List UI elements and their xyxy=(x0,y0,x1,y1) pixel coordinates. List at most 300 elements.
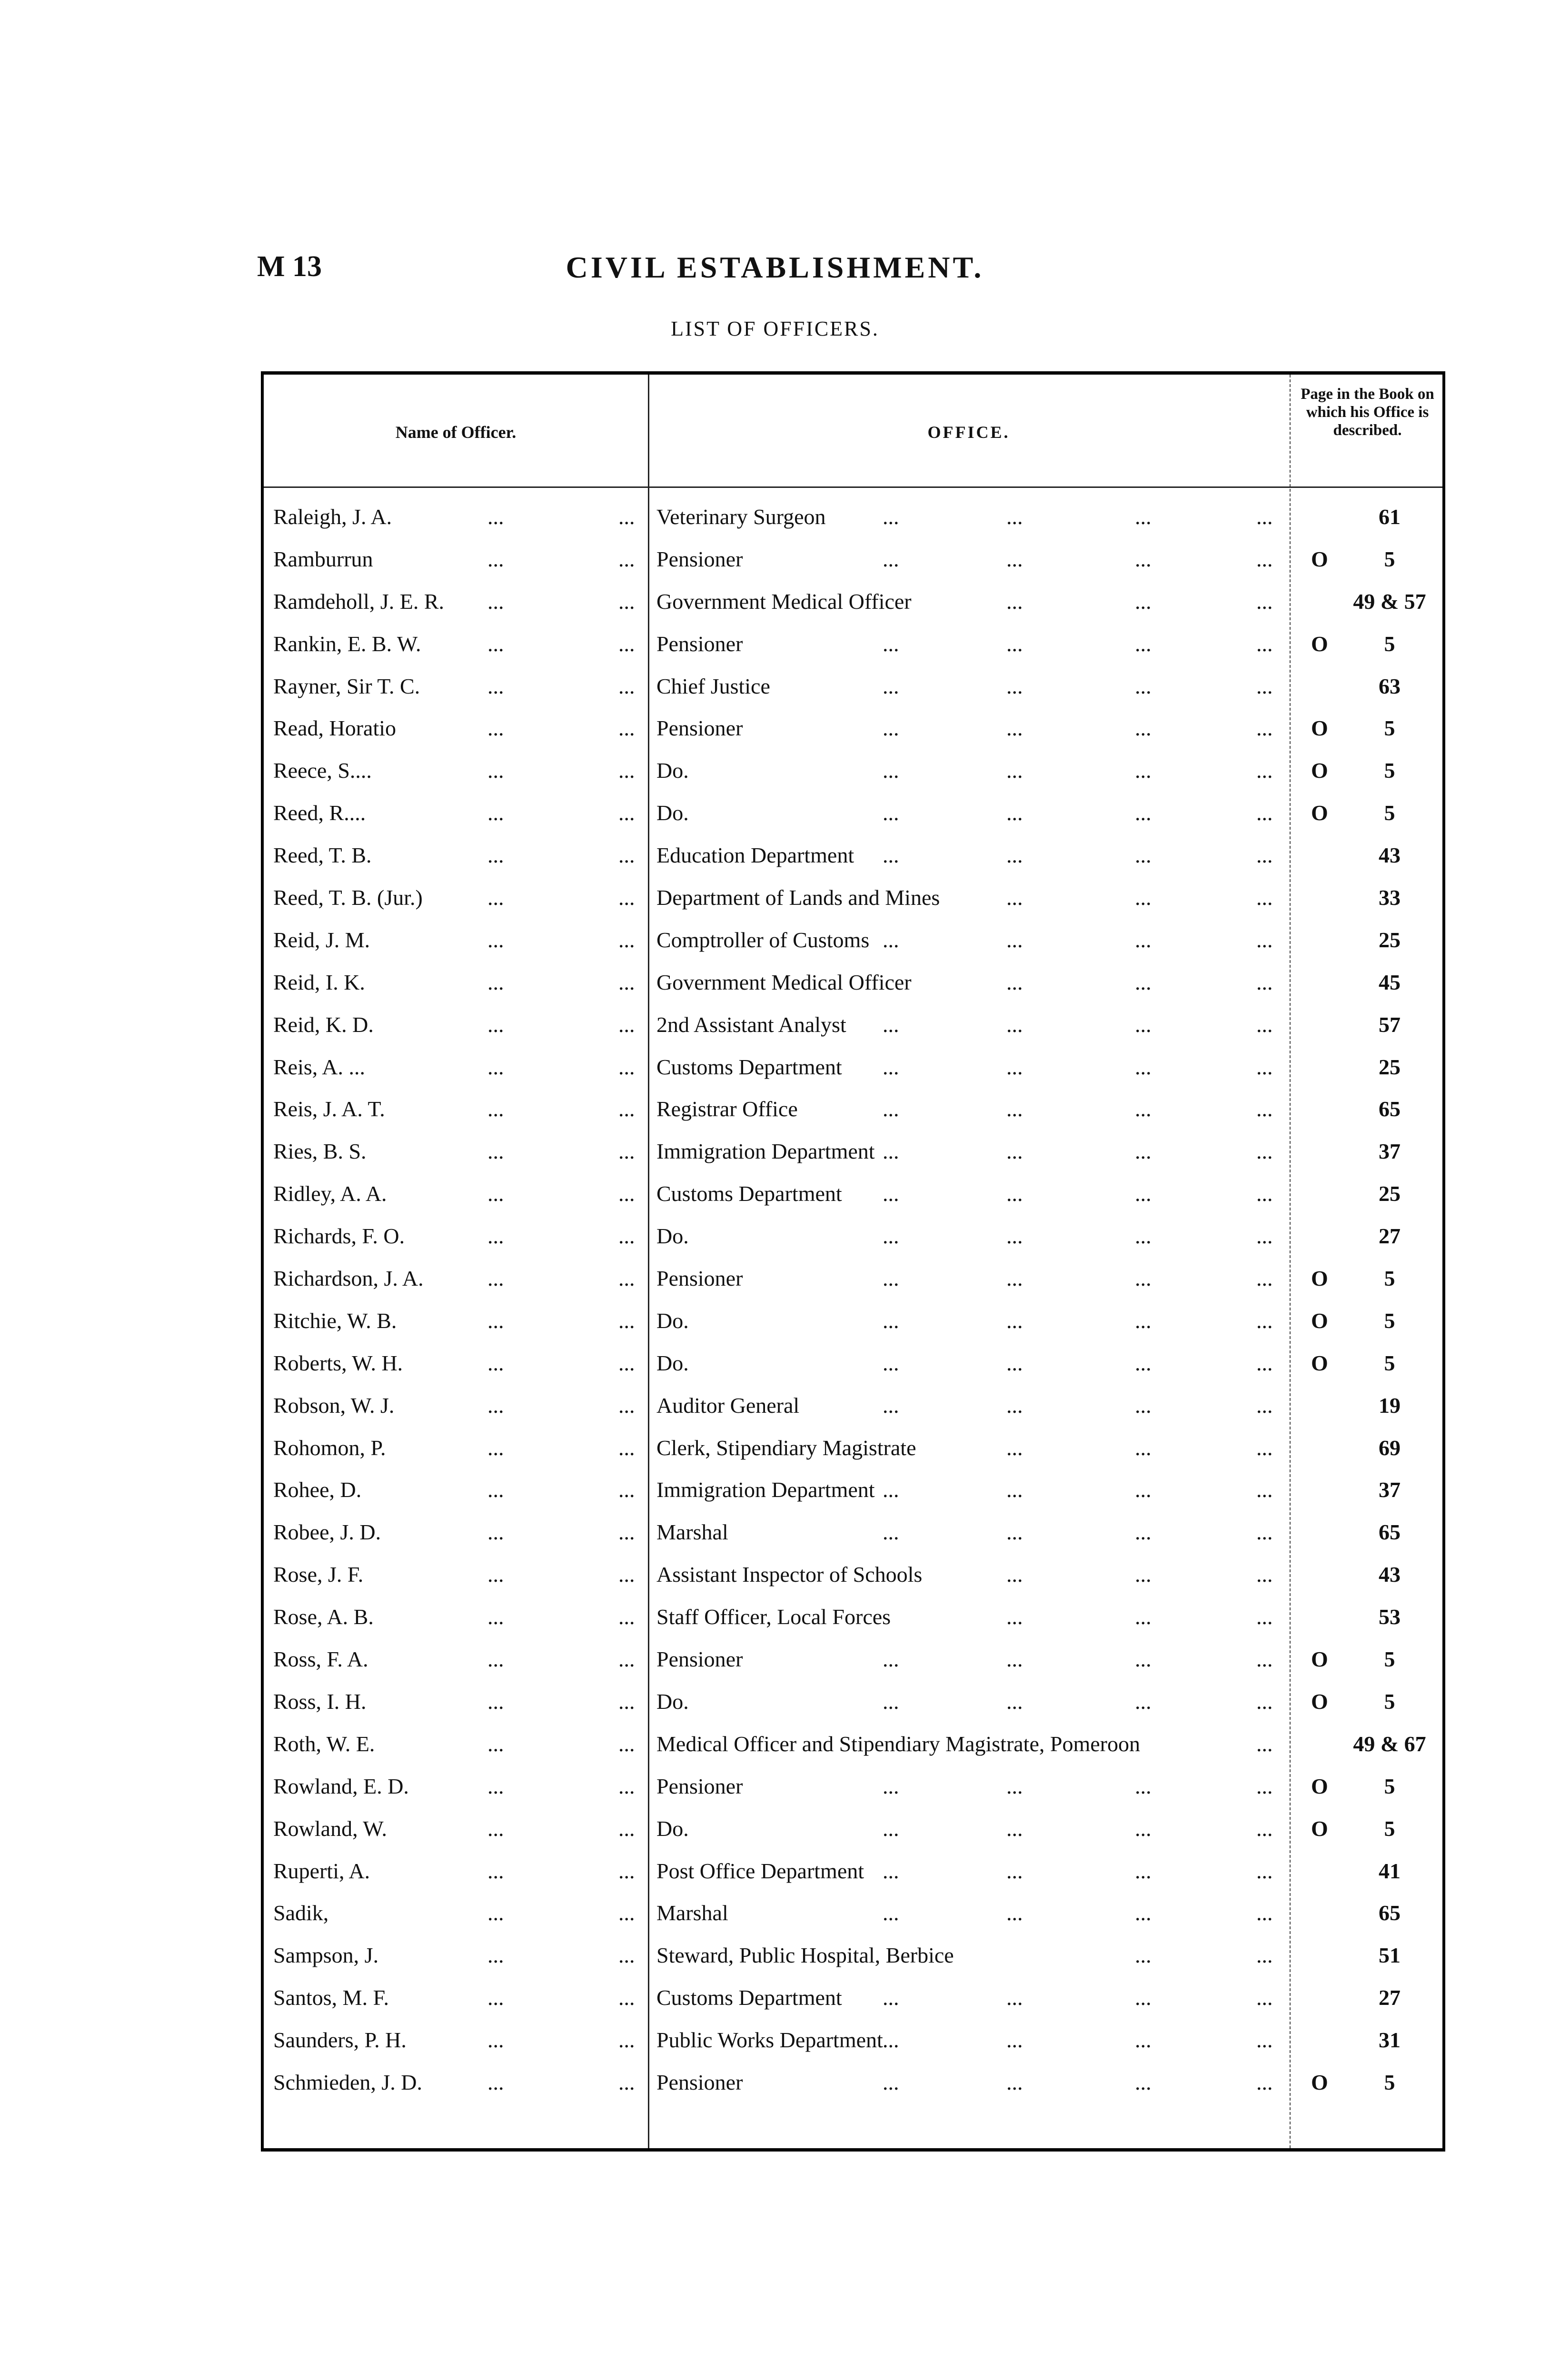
leader-dots: ... xyxy=(1006,1139,1023,1164)
leader-dots: ... xyxy=(1006,1393,1023,1418)
leader-dots: ... xyxy=(618,1478,635,1502)
table-row xyxy=(264,1303,1442,1346)
leader-dots: ... xyxy=(1256,1308,1273,1333)
leader-dots: ... xyxy=(883,1689,899,1714)
office-name: Comptroller of Customs xyxy=(656,927,870,952)
officer-name: Ries, B. S. xyxy=(273,1139,367,1164)
table-row xyxy=(264,880,1442,922)
office-name: Post Office Department xyxy=(656,1858,864,1883)
leader-dots: ... xyxy=(1256,885,1273,910)
officer-name: Rose, A. B. xyxy=(273,1605,374,1629)
page-reference: 45 xyxy=(1379,970,1401,994)
leader-dots: ... xyxy=(1135,1901,1152,1925)
leader-dots: ... xyxy=(1256,716,1273,741)
office-name: Auditor General xyxy=(656,1393,800,1418)
leader-dots: ... xyxy=(1006,1985,1023,2010)
leader-dots: ... xyxy=(1006,758,1023,783)
leader-dots: ... xyxy=(618,1901,635,1925)
leader-dots: ... xyxy=(1256,674,1273,698)
leader-dots: ... xyxy=(1256,801,1273,825)
office-name: Marshal xyxy=(656,1901,728,1925)
leader-dots: ... xyxy=(1135,843,1152,868)
leader-dots: ... xyxy=(487,1393,504,1418)
officer-name: Saunders, P. H. xyxy=(273,2028,407,2053)
table-row xyxy=(264,1261,1442,1303)
leader-dots: ... xyxy=(1135,1647,1152,1672)
leader-dots: ... xyxy=(1256,1647,1273,1672)
page-reference: 41 xyxy=(1379,1858,1401,1883)
leader-dots: ... xyxy=(618,1943,635,1968)
leader-dots: ... xyxy=(1135,1393,1152,1418)
page-prefix: O xyxy=(1311,1350,1328,1375)
leader-dots: ... xyxy=(1006,631,1023,656)
table-row xyxy=(264,1007,1442,1050)
leader-dots: ... xyxy=(883,631,899,656)
office-name: Government Medical Officer xyxy=(656,970,912,994)
leader-dots: ... xyxy=(487,801,504,825)
office-name: Steward, Public Hospital, Berbice xyxy=(656,1943,954,1968)
leader-dots: ... xyxy=(487,1985,504,2010)
officer-name: Rayner, Sir T. C. xyxy=(273,674,420,698)
leader-dots: ... xyxy=(1256,1858,1273,1883)
office-name: Department of Lands and Mines xyxy=(656,885,940,910)
leader-dots: ... xyxy=(1256,1901,1273,1925)
leader-dots: ... xyxy=(487,1266,504,1291)
leader-dots: ... xyxy=(1135,1012,1152,1037)
table-row xyxy=(264,2023,1442,2065)
leader-dots: ... xyxy=(1256,1520,1273,1545)
page-prefix: O xyxy=(1311,2070,1328,2094)
leader-dots: ... xyxy=(1256,1181,1273,1206)
table-row xyxy=(264,1642,1442,1684)
leader-dots: ... xyxy=(618,1435,635,1460)
officer-name: Reid, I. K. xyxy=(273,970,365,994)
watermark xyxy=(1076,2349,1550,2380)
leader-dots: ... xyxy=(1135,505,1152,529)
table-row xyxy=(264,669,1442,711)
leader-dots: ... xyxy=(1256,1097,1273,1121)
leader-dots: ... xyxy=(1135,1985,1152,2010)
leader-dots: ... xyxy=(618,716,635,741)
leader-dots: ... xyxy=(1006,1308,1023,1333)
office-name: Pensioner xyxy=(656,716,743,741)
page-reference: 31 xyxy=(1379,2028,1401,2053)
table-row xyxy=(264,1938,1442,1980)
leader-dots: ... xyxy=(487,674,504,698)
leader-dots: ... xyxy=(487,1012,504,1037)
officers-table xyxy=(261,371,1445,2152)
header-rule xyxy=(264,486,1442,488)
office-name: Customs Department xyxy=(656,1985,842,2010)
leader-dots: ... xyxy=(618,1816,635,1841)
leader-dots: ... xyxy=(618,1647,635,1672)
leader-dots: ... xyxy=(487,505,504,529)
leader-dots: ... xyxy=(487,1054,504,1079)
page-reference: 25 xyxy=(1379,1181,1401,1206)
page-prefix: O xyxy=(1311,1266,1328,1291)
leader-dots: ... xyxy=(618,1266,635,1291)
page-reference: 37 xyxy=(1379,1139,1401,1164)
leader-dots: ... xyxy=(1135,1054,1152,1079)
leader-dots: ... xyxy=(487,2028,504,2053)
officer-name: Rohee, D. xyxy=(273,1478,362,1502)
officer-name: Raleigh, J. A. xyxy=(273,505,392,529)
page-subtitle: LIST OF OFFICERS. xyxy=(671,317,879,340)
leader-dots: ... xyxy=(1006,843,1023,868)
leader-dots: ... xyxy=(487,885,504,910)
office-name: Pensioner xyxy=(656,2070,743,2094)
page-reference: 65 xyxy=(1379,1520,1401,1545)
office-name: Customs Department xyxy=(656,1181,842,1206)
table-row xyxy=(264,711,1442,753)
leader-dots: ... xyxy=(1256,1562,1273,1587)
leader-dots: ... xyxy=(1135,1266,1152,1291)
table-row xyxy=(264,1599,1442,1642)
leader-dots: ... xyxy=(487,758,504,783)
leader-dots: ... xyxy=(487,1731,504,1756)
table-row xyxy=(264,1091,1442,1134)
page-reference: 37 xyxy=(1379,1478,1401,1502)
leader-dots: ... xyxy=(1256,2070,1273,2094)
leader-dots: ... xyxy=(1006,1520,1023,1545)
leader-dots: ... xyxy=(1135,631,1152,656)
office-name: Government Medical Officer xyxy=(656,589,912,614)
page-prefix: O xyxy=(1311,716,1328,741)
leader-dots: ... xyxy=(1135,1520,1152,1545)
leader-dots: ... xyxy=(1135,1816,1152,1841)
leader-dots: ... xyxy=(1006,1816,1023,1841)
leader-dots: ... xyxy=(1256,589,1273,614)
leader-dots: ... xyxy=(1256,1943,1273,1968)
leader-dots: ... xyxy=(1256,1478,1273,1502)
leader-dots: ... xyxy=(883,1774,899,1798)
officer-name: Rowland, E. D. xyxy=(273,1774,409,1798)
leader-dots: ... xyxy=(1135,1308,1152,1333)
leader-dots: ... xyxy=(1135,801,1152,825)
leader-dots: ... xyxy=(1256,2028,1273,2053)
officer-name: Rankin, E. B. W. xyxy=(273,631,421,656)
leader-dots: ... xyxy=(883,1012,899,1037)
table-row xyxy=(264,1388,1442,1430)
leader-dots: ... xyxy=(883,1224,899,1249)
officer-name: Roberts, W. H. xyxy=(273,1350,403,1375)
page-prefix: O xyxy=(1311,1816,1328,1841)
page-reference: 5 xyxy=(1384,2070,1395,2094)
officer-name: Reed, R.... xyxy=(273,801,366,825)
leader-dots: ... xyxy=(618,1605,635,1629)
table-body xyxy=(264,499,1442,2107)
leader-dots: ... xyxy=(883,1266,899,1291)
table-row xyxy=(264,542,1442,584)
leader-dots: ... xyxy=(1135,1224,1152,1249)
page-title: CIVIL ESTABLISHMENT. xyxy=(566,250,984,284)
officer-name: Reid, J. M. xyxy=(273,927,370,952)
page-prefix: O xyxy=(1311,1774,1328,1798)
officer-name: Rose, J. F. xyxy=(273,1562,364,1587)
table-row xyxy=(264,1346,1442,1388)
officer-name: Ritchie, W. B. xyxy=(273,1308,397,1333)
page-reference: 43 xyxy=(1379,843,1401,868)
leader-dots: ... xyxy=(1256,1224,1273,1249)
leader-dots: ... xyxy=(1256,1605,1273,1629)
office-name: Do. xyxy=(656,801,689,825)
leader-dots: ... xyxy=(883,927,899,952)
officer-name: Richards, F. O. xyxy=(273,1224,405,1249)
page-reference: 19 xyxy=(1379,1393,1401,1418)
leader-dots: ... xyxy=(1256,1393,1273,1418)
leader-dots: ... xyxy=(618,1985,635,2010)
leader-dots: ... xyxy=(618,1308,635,1333)
page-reference: 5 xyxy=(1384,1647,1395,1672)
page-reference: 65 xyxy=(1379,1097,1401,1121)
table-row xyxy=(264,1854,1442,1896)
leader-dots: ... xyxy=(1256,546,1273,571)
table-row xyxy=(264,965,1442,1007)
page-reference: 25 xyxy=(1379,927,1401,952)
leader-dots: ... xyxy=(883,1097,899,1121)
table-row xyxy=(264,1430,1442,1473)
leader-dots: ... xyxy=(1256,1689,1273,1714)
leader-dots: ... xyxy=(1006,546,1023,571)
leader-dots: ... xyxy=(618,674,635,698)
leader-dots: ... xyxy=(618,505,635,529)
page-reference: 27 xyxy=(1379,1985,1401,2010)
leader-dots: ... xyxy=(883,1901,899,1925)
page-reference: 33 xyxy=(1379,885,1401,910)
office-name: Education Department xyxy=(656,843,854,868)
table-row xyxy=(264,584,1442,626)
leader-dots: ... xyxy=(1006,1054,1023,1079)
page-reference: 5 xyxy=(1384,801,1395,825)
leader-dots: ... xyxy=(618,1689,635,1714)
leader-dots: ... xyxy=(1006,970,1023,994)
page-reference: 27 xyxy=(1379,1224,1401,1249)
leader-dots: ... xyxy=(1135,546,1152,571)
officer-name: Reis, J. A. T. xyxy=(273,1097,385,1121)
page-reference: 5 xyxy=(1384,716,1395,741)
table-row xyxy=(264,838,1442,880)
page-reference: 5 xyxy=(1384,1266,1395,1291)
leader-dots: ... xyxy=(487,1308,504,1333)
officer-name: Reed, T. B. xyxy=(273,843,372,868)
page-reference: 5 xyxy=(1384,546,1395,571)
leader-dots: ... xyxy=(1006,1266,1023,1291)
leader-dots: ... xyxy=(883,1816,899,1841)
table-row xyxy=(264,1515,1442,1557)
leader-dots: ... xyxy=(1135,1350,1152,1375)
page-reference: 25 xyxy=(1379,1054,1401,1079)
leader-dots: ... xyxy=(618,546,635,571)
leader-dots: ... xyxy=(1006,927,1023,952)
leader-dots: ... xyxy=(487,1689,504,1714)
leader-dots: ... xyxy=(1006,1774,1023,1798)
office-name: Pensioner xyxy=(656,1266,743,1291)
page-reference: 53 xyxy=(1379,1605,1401,1629)
page-prefix: O xyxy=(1311,631,1328,656)
officer-name: Roth, W. E. xyxy=(273,1731,375,1756)
office-name: 2nd Assistant Analyst xyxy=(656,1012,846,1037)
leader-dots: ... xyxy=(883,1520,899,1545)
page-reference: 5 xyxy=(1384,1816,1395,1841)
leader-dots: ... xyxy=(618,1139,635,1164)
leader-dots: ... xyxy=(1135,2028,1152,2053)
leader-dots: ... xyxy=(1006,716,1023,741)
leader-dots: ... xyxy=(618,2028,635,2053)
leader-dots: ... xyxy=(1135,758,1152,783)
leader-dots: ... xyxy=(883,716,899,741)
page-prefix: O xyxy=(1311,1308,1328,1333)
page-reference: 65 xyxy=(1379,1901,1401,1925)
office-name: Immigration Department xyxy=(656,1139,875,1164)
leader-dots: ... xyxy=(618,589,635,614)
table-row xyxy=(264,1811,1442,1854)
leader-dots: ... xyxy=(487,843,504,868)
page-reference: 5 xyxy=(1384,631,1395,656)
page-prefix: O xyxy=(1311,801,1328,825)
leader-dots: ... xyxy=(618,885,635,910)
leader-dots: ... xyxy=(1256,758,1273,783)
page-prefix: O xyxy=(1311,758,1328,783)
leader-dots: ... xyxy=(1006,1689,1023,1714)
officer-name: Read, Horatio xyxy=(273,716,397,741)
leader-dots: ... xyxy=(1006,1435,1023,1460)
leader-dots: ... xyxy=(1256,1731,1273,1756)
officer-name: Rohomon, P. xyxy=(273,1435,386,1460)
header-office: OFFICE. xyxy=(927,423,1010,442)
leader-dots: ... xyxy=(487,716,504,741)
leader-dots: ... xyxy=(487,1943,504,1968)
leader-dots: ... xyxy=(1256,1012,1273,1037)
officer-name: Ramdeholl, J. E. R. xyxy=(273,589,445,614)
leader-dots: ... xyxy=(618,1562,635,1587)
office-name: Do. xyxy=(656,1224,689,1249)
office-name: Chief Justice xyxy=(656,674,770,698)
leader-dots: ... xyxy=(487,1181,504,1206)
office-name: Immigration Department xyxy=(656,1478,875,1502)
leader-dots: ... xyxy=(487,1901,504,1925)
officer-name: Ramburrun xyxy=(273,546,373,571)
leader-dots: ... xyxy=(618,631,635,656)
leader-dots: ... xyxy=(1006,2028,1023,2053)
leader-dots: ... xyxy=(1135,716,1152,741)
leader-dots: ... xyxy=(1006,1858,1023,1883)
leader-dots: ... xyxy=(618,1012,635,1037)
leader-dots: ... xyxy=(487,927,504,952)
table-row xyxy=(264,753,1442,795)
officer-name: Schmieden, J. D. xyxy=(273,2070,423,2094)
officer-name: Robson, W. J. xyxy=(273,1393,395,1418)
leader-dots: ... xyxy=(618,970,635,994)
page-reference: 5 xyxy=(1384,1308,1395,1333)
page-reference: 51 xyxy=(1379,1943,1401,1968)
leader-dots: ... xyxy=(883,1858,899,1883)
officer-name: Sampson, J. xyxy=(273,1943,379,1968)
office-name: Staff Officer, Local Forces xyxy=(656,1605,891,1629)
leader-dots: ... xyxy=(883,843,899,868)
leader-dots: ... xyxy=(1256,1350,1273,1375)
leader-dots: ... xyxy=(1256,843,1273,868)
office-name: Pensioner xyxy=(656,546,743,571)
leader-dots: ... xyxy=(618,1520,635,1545)
leader-dots: ... xyxy=(1006,1350,1023,1375)
leader-dots: ... xyxy=(487,970,504,994)
page-reference: 61 xyxy=(1379,505,1401,529)
leader-dots: ... xyxy=(1135,1435,1152,1460)
table-row xyxy=(264,1219,1442,1261)
office-name: Do. xyxy=(656,1308,689,1333)
leader-dots: ... xyxy=(1256,631,1273,656)
leader-dots: ... xyxy=(1135,927,1152,952)
leader-dots: ... xyxy=(1256,505,1273,529)
page-reference: 49 & 67 xyxy=(1353,1731,1426,1756)
officer-name: Reece, S.... xyxy=(273,758,372,783)
officer-name: Reis, A. ... xyxy=(273,1054,365,1079)
leader-dots: ... xyxy=(487,1097,504,1121)
leader-dots: ... xyxy=(883,801,899,825)
leader-dots: ... xyxy=(883,546,899,571)
officer-name: Robee, J. D. xyxy=(273,1520,381,1545)
page-reference: 5 xyxy=(1384,1350,1395,1375)
office-name: Do. xyxy=(656,1689,689,1714)
leader-dots: ... xyxy=(1135,1478,1152,1502)
leader-dots: ... xyxy=(883,2028,899,2053)
leader-dots: ... xyxy=(883,1054,899,1079)
officer-name: Sadik, xyxy=(273,1901,329,1925)
office-name: Pensioner xyxy=(656,1647,743,1672)
leader-dots: ... xyxy=(618,1181,635,1206)
leader-dots: ... xyxy=(883,674,899,698)
office-name: Customs Department xyxy=(656,1054,842,1079)
table-row xyxy=(264,2065,1442,2107)
table-row xyxy=(264,1134,1442,1176)
leader-dots: ... xyxy=(1006,1012,1023,1037)
table-row xyxy=(264,1684,1442,1726)
table-row xyxy=(264,499,1442,542)
leader-dots: ... xyxy=(487,1224,504,1249)
leader-dots: ... xyxy=(618,927,635,952)
officer-name: Reed, T. B. (Jur.) xyxy=(273,885,423,910)
page-reference: 49 & 57 xyxy=(1353,589,1426,614)
table-row xyxy=(264,1176,1442,1219)
leader-dots: ... xyxy=(1256,1435,1273,1460)
leader-dots: ... xyxy=(487,1350,504,1375)
leader-dots: ... xyxy=(1006,505,1023,529)
leader-dots: ... xyxy=(1135,1858,1152,1883)
page-reference: 5 xyxy=(1384,1774,1395,1798)
office-name: Medical Officer and Stipendiary Magistrate, Pomeroon xyxy=(656,1731,1140,1756)
header-page: Page in the Book on which his Office is described. xyxy=(1301,386,1434,439)
leader-dots: ... xyxy=(618,843,635,868)
leader-dots: ... xyxy=(1256,970,1273,994)
leader-dots: ... xyxy=(1006,1605,1023,1629)
leader-dots: ... xyxy=(618,801,635,825)
leader-dots: ... xyxy=(1135,1562,1152,1587)
leader-dots: ... xyxy=(1135,885,1152,910)
leader-dots: ... xyxy=(487,1647,504,1672)
table-row xyxy=(264,1472,1442,1515)
leader-dots: ... xyxy=(883,1350,899,1375)
leader-dots: ... xyxy=(883,1985,899,2010)
leader-dots: ... xyxy=(1006,1097,1023,1121)
leader-dots: ... xyxy=(487,1520,504,1545)
leader-dots: ... xyxy=(1006,1901,1023,1925)
table-row xyxy=(264,1769,1442,1811)
office-name: Clerk, Stipendiary Magistrate xyxy=(656,1435,916,1460)
table-row xyxy=(264,626,1442,669)
leader-dots: ... xyxy=(883,1139,899,1164)
table-row xyxy=(264,1557,1442,1599)
leader-dots: ... xyxy=(618,1224,635,1249)
